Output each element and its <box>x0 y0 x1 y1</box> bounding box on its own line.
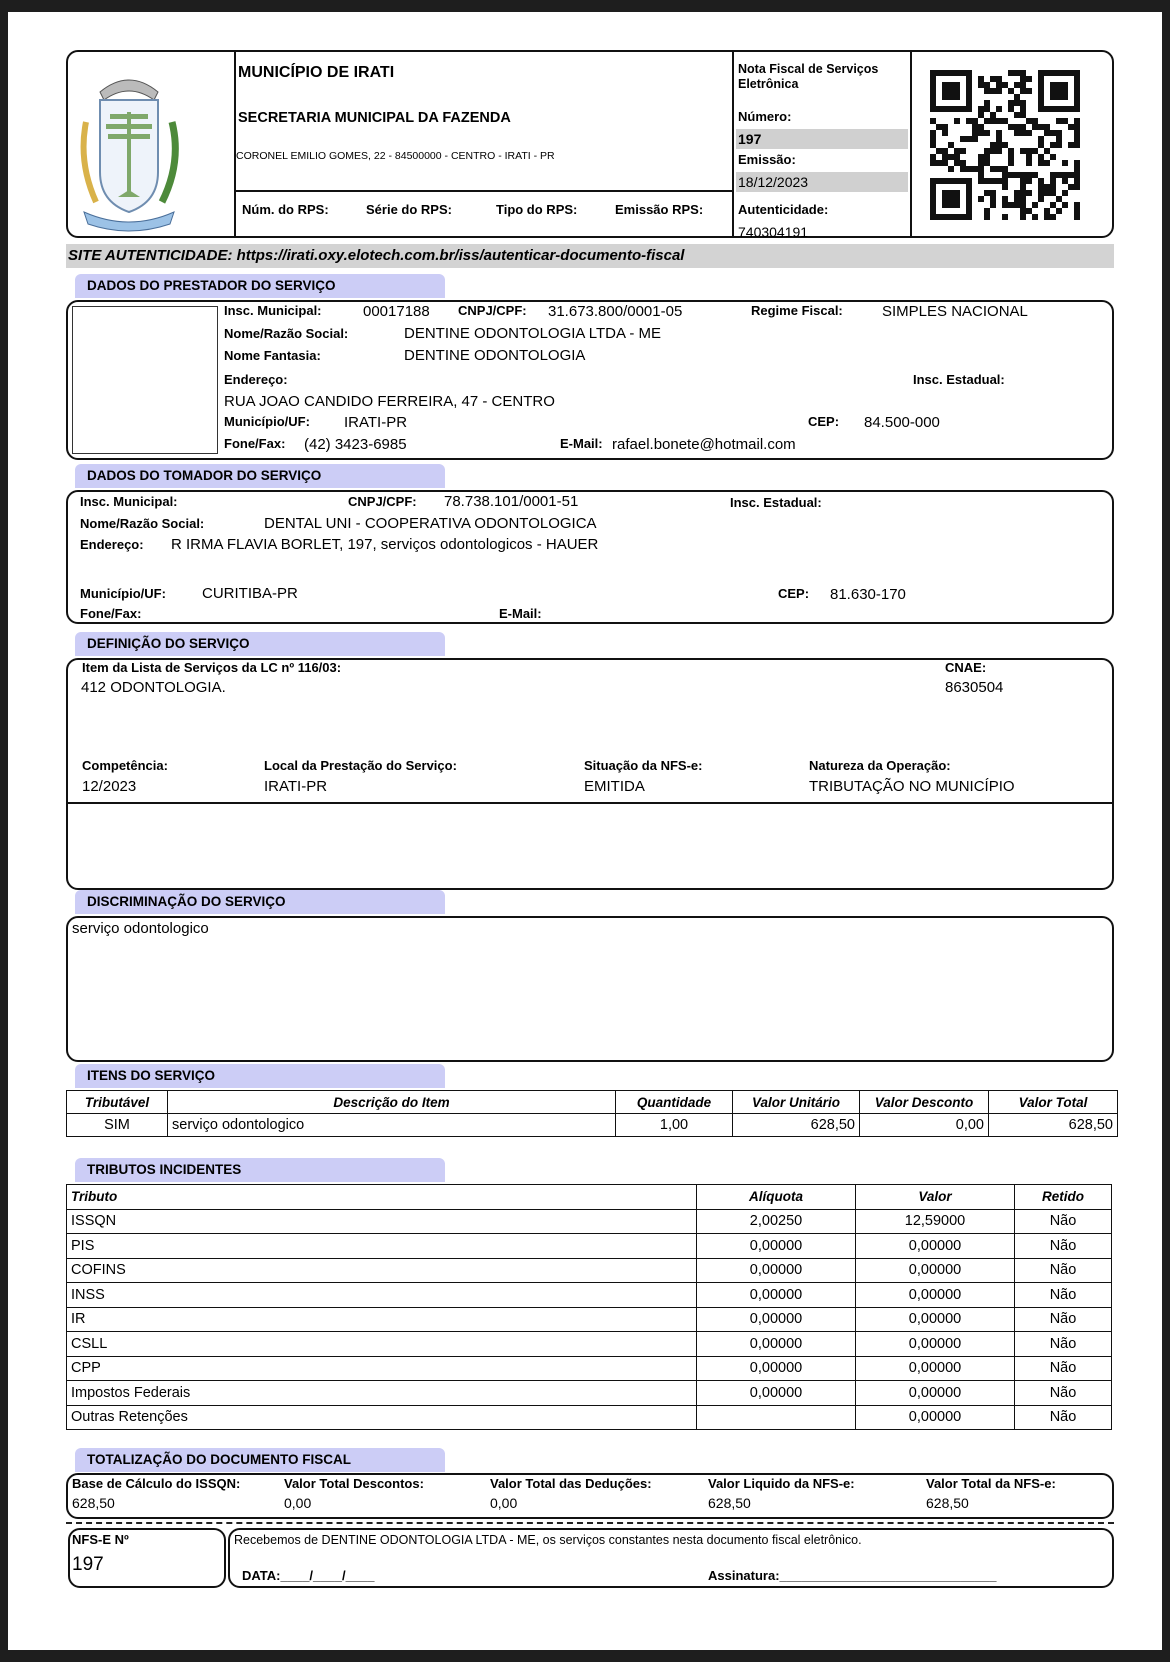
receipt-date-field[interactable]: DATA:____/____/____ <box>242 1568 375 1583</box>
total-label: Valor Liquido da NFS-e: <box>708 1476 855 1491</box>
cell-aliquota: 0,00000 <box>697 1356 856 1381</box>
label: Fone/Fax: <box>80 606 142 621</box>
cell-retido: Não <box>1015 1283 1112 1308</box>
label: Endereço: <box>224 372 288 387</box>
table-row <box>67 1307 1112 1332</box>
total-value: 628,50 <box>926 1495 969 1511</box>
label: CNPJ/CPF: <box>458 303 527 318</box>
cell-tributavel: SIM <box>67 1114 168 1137</box>
cell-valor: 0,00000 <box>856 1234 1015 1259</box>
header-retido: Retido <box>1015 1185 1112 1210</box>
label: Situação da NFS-e: <box>584 758 703 773</box>
local-prestacao: IRATI-PR <box>264 778 328 795</box>
cell-aliquota: 2,00250 <box>697 1209 856 1234</box>
nfse-number: 197 <box>72 1554 104 1575</box>
cell-aliquota: 0,00000 <box>697 1381 856 1406</box>
section-definicao: DEFINIÇÃO DO SERVIÇO <box>75 632 445 656</box>
label: CEP: <box>778 586 810 601</box>
total-label: Valor Total da NFS-e: <box>926 1476 1056 1491</box>
emissao-label: Emissão: <box>738 152 796 167</box>
prestador-municipio: IRATI-PR <box>344 414 408 431</box>
cell-valor: 12,59000 <box>856 1209 1015 1234</box>
rps-type-label: Tipo do RPS: <box>496 202 578 217</box>
label: E-Mail: <box>499 606 542 621</box>
label: CNAE: <box>945 660 987 675</box>
taxes-header-row <box>67 1185 1112 1210</box>
tomador-box <box>66 490 1114 624</box>
label: CEP: <box>808 414 840 429</box>
cell-retido: Não <box>1015 1307 1112 1332</box>
table-row <box>67 1209 1112 1234</box>
header-tributo: Tributo <box>67 1185 697 1210</box>
total-label: Valor Total das Deduções: <box>490 1476 652 1491</box>
prestador-regime: SIMPLES NACIONAL <box>882 303 1028 320</box>
label: Insc. Estadual: <box>913 372 1005 387</box>
receipt-signature-field[interactable]: Assinatura:______________________________ <box>708 1568 997 1583</box>
label: Município/UF: <box>80 586 166 601</box>
qr-code-icon <box>930 70 1080 220</box>
receipt-text: Recebemos de DENTINE ODONTOLOGIA LTDA - ME, os serviços constantes nesta documento fiscal eletrônico. <box>234 1533 862 1547</box>
cell-tributo: Outras Retenções <box>67 1405 697 1430</box>
label: Regime Fiscal: <box>751 303 843 318</box>
header-aliquota: Alíquota <box>697 1185 856 1210</box>
label: Competência: <box>82 758 168 773</box>
tomador-razao: DENTAL UNI - COOPERATIVA ODONTOLOGICA <box>264 515 597 532</box>
numero-label: Número: <box>738 109 792 124</box>
cell-valor: 0,00000 <box>856 1258 1015 1283</box>
label: Local da Prestação do Serviço: <box>264 758 457 773</box>
prestador-email[interactable]: rafael.bonete@hotmail.com <box>612 436 796 453</box>
cell-aliquota: 0,00000 <box>697 1307 856 1332</box>
competencia: 12/2023 <box>82 778 137 795</box>
label: Insc. Estadual: <box>730 495 822 510</box>
section-tomador: DADOS DO TOMADOR DO SERVIÇO <box>75 464 445 488</box>
divider <box>234 52 236 236</box>
label: Endereço: <box>80 537 144 552</box>
prestador-cnpj: 31.673.800/0001-05 <box>548 303 683 320</box>
total-value: 0,00 <box>490 1495 518 1511</box>
nfse-document <box>8 12 1162 1650</box>
section-totalizacao: TOTALIZAÇÃO DO DOCUMENTO FISCAL <box>75 1448 445 1472</box>
prestador-cep: 84.500-000 <box>864 414 940 431</box>
document-type: Nota Fiscal de Serviços Eletrônica <box>738 62 879 91</box>
prestador-insc-municipal: 00017188 <box>363 303 430 320</box>
tomador-endereco: R IRMA FLAVIA BORLET, 197, serviços odontologicos - HAUER <box>171 536 599 553</box>
cell-valor-desconto: 0,00 <box>860 1114 989 1137</box>
divider <box>732 52 734 236</box>
label: Insc. Municipal: <box>80 494 178 509</box>
autenticidade-label: Autenticidade: <box>738 202 829 217</box>
items-header-row <box>67 1091 1118 1114</box>
rps-number-label: Núm. do RPS: <box>242 202 329 217</box>
section-prestador: DADOS DO PRESTADOR DO SERVIÇO <box>75 274 445 298</box>
cell-aliquota: 0,00000 <box>697 1332 856 1357</box>
cell-valor-unitario: 628,50 <box>733 1114 860 1137</box>
table-row <box>67 1381 1112 1406</box>
table-row <box>67 1258 1112 1283</box>
nfse-number-label: NFS-E Nº <box>72 1532 129 1547</box>
cell-tributo: IR <box>67 1307 697 1332</box>
label: Município/UF: <box>224 414 310 429</box>
numero-value: 197 <box>738 131 762 147</box>
divider <box>68 802 1112 804</box>
cell-retido: Não <box>1015 1332 1112 1357</box>
header-valor-desconto: Valor Desconto <box>860 1091 989 1114</box>
emissao-value: 18/12/2023 <box>738 174 809 190</box>
cell-retido: Não <box>1015 1356 1112 1381</box>
cell-valor: 0,00000 <box>856 1405 1015 1430</box>
label: Insc. Municipal: <box>224 303 322 318</box>
rps-series-label: Série do RPS: <box>366 202 452 217</box>
cnae-code: 8630504 <box>945 679 1004 696</box>
total-label: Base de Cálculo do ISSQN: <box>72 1476 241 1491</box>
prestador-fantasia: DENTINE ODONTOLOGIA <box>404 347 586 364</box>
natureza-operacao: TRIBUTAÇÃO NO MUNICÍPIO <box>809 778 1015 795</box>
total-value: 0,00 <box>284 1495 312 1511</box>
taxes-table <box>66 1184 1112 1430</box>
label: Fone/Fax: <box>224 436 286 451</box>
divider <box>234 190 732 192</box>
table-row <box>67 1234 1112 1259</box>
cell-retido: Não <box>1015 1381 1112 1406</box>
prestador-razao: DENTINE ODONTOLOGIA LTDA - ME <box>404 325 661 342</box>
table-row <box>67 1332 1112 1357</box>
total-label: Valor Total Descontos: <box>284 1476 424 1491</box>
cell-tributo: INSS <box>67 1283 697 1308</box>
section-discriminacao: DISCRIMINAÇÃO DO SERVIÇO <box>75 890 445 914</box>
divider <box>910 52 912 236</box>
header-valor-unitario: Valor Unitário <box>733 1091 860 1114</box>
section-itens: ITENS DO SERVIÇO <box>75 1064 445 1088</box>
cell-tributo: COFINS <box>67 1258 697 1283</box>
total-value: 628,50 <box>708 1495 751 1511</box>
tomador-cep: 81.630-170 <box>830 586 906 603</box>
secretariat-name: SECRETARIA MUNICIPAL DA FAZENDA <box>238 110 511 126</box>
tomador-cnpj: 78.738.101/0001-51 <box>444 493 579 510</box>
cell-valor: 0,00000 <box>856 1332 1015 1357</box>
total-value: 628,50 <box>72 1495 115 1511</box>
items-table <box>66 1090 1118 1137</box>
cell-tributo: ISSQN <box>67 1209 697 1234</box>
service-item: 412 ODONTOLOGIA. <box>81 679 226 696</box>
header-tributavel: Tributável <box>67 1091 168 1114</box>
table-row <box>67 1114 1118 1137</box>
prestador-endereco: RUA JOAO CANDIDO FERREIRA, 47 - CENTRO <box>224 393 555 410</box>
cell-retido: Não <box>1015 1258 1112 1283</box>
cell-valor: 0,00000 <box>856 1381 1015 1406</box>
label: Nome/Razão Social: <box>80 516 205 531</box>
cell-tributo: PIS <box>67 1234 697 1259</box>
label: CNPJ/CPF: <box>348 494 417 509</box>
municipality-name: MUNICÍPIO DE IRATI <box>238 64 395 81</box>
header-valor: Valor <box>856 1185 1015 1210</box>
cell-quantidade: 1,00 <box>616 1114 733 1137</box>
table-row <box>67 1356 1112 1381</box>
autenticidade-value: 740304191 <box>738 224 809 240</box>
cell-aliquota <box>697 1405 856 1430</box>
municipal-crest-icon <box>70 62 188 232</box>
cell-valor: 0,00000 <box>856 1283 1015 1308</box>
discriminacao-box <box>66 916 1114 1062</box>
header-valor-total: Valor Total <box>989 1091 1118 1114</box>
cell-tributo: CSLL <box>67 1332 697 1357</box>
rps-emission-label: Emissão RPS: <box>615 202 704 217</box>
header-quantidade: Quantidade <box>616 1091 733 1114</box>
cell-valor: 0,00000 <box>856 1307 1015 1332</box>
label: Nome/Razão Social: <box>224 326 349 341</box>
table-row <box>67 1405 1112 1430</box>
label: Natureza da Operação: <box>809 758 951 773</box>
label: Item da Lista de Serviços da LC nº 116/03: <box>82 660 342 675</box>
provider-logo-placeholder <box>72 306 218 454</box>
prestador-fone: (42) 3423-6985 <box>304 436 407 453</box>
municipality-address: CORONEL EMILIO GOMES, 22 - 84500000 - CENTRO - IRATI - PR <box>236 150 555 162</box>
section-tributos: TRIBUTOS INCIDENTES <box>75 1158 445 1182</box>
label: E-Mail: <box>560 436 603 451</box>
table-row <box>67 1283 1112 1308</box>
cut-line <box>66 1522 1114 1524</box>
cell-aliquota: 0,00000 <box>697 1283 856 1308</box>
cell-retido: Não <box>1015 1209 1112 1234</box>
tomador-municipio: CURITIBA-PR <box>202 585 298 602</box>
cell-tributo: Impostos Federais <box>67 1381 697 1406</box>
cell-tributo: CPP <box>67 1356 697 1381</box>
cell-aliquota: 0,00000 <box>697 1234 856 1259</box>
authenticity-site[interactable]: SITE AUTENTICIDADE: https://irati.oxy.elotech.com.br/iss/autenticar-documento-fiscal <box>68 247 685 264</box>
situacao-nfse: EMITIDA <box>584 778 645 795</box>
cell-retido: Não <box>1015 1234 1112 1259</box>
service-description: serviço odontologico <box>72 920 209 937</box>
cell-valor-total: 628,50 <box>989 1114 1118 1137</box>
cell-retido: Não <box>1015 1405 1112 1430</box>
header-descricao: Descrição do Item <box>168 1091 616 1114</box>
cell-descricao: serviço odontologico <box>168 1114 616 1137</box>
cell-valor: 0,00000 <box>856 1356 1015 1381</box>
cell-aliquota: 0,00000 <box>697 1258 856 1283</box>
label: Nome Fantasia: <box>224 348 321 363</box>
